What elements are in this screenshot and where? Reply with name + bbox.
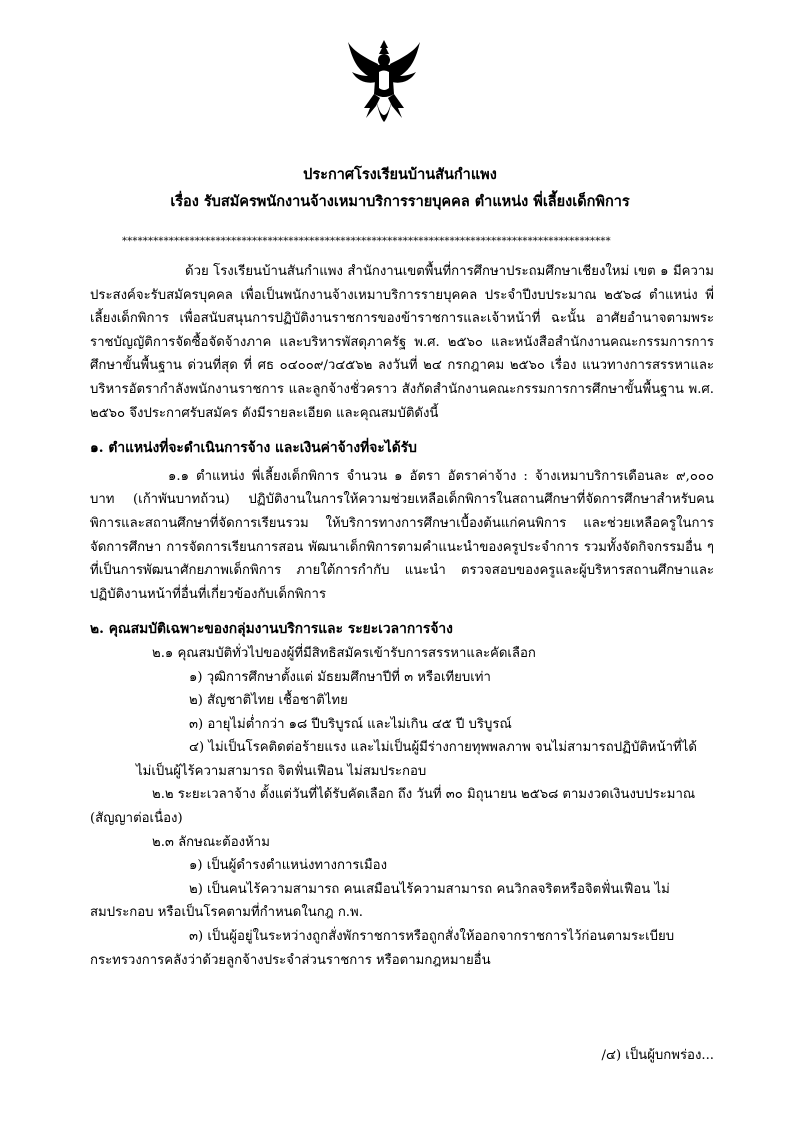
- sub3-item-3: ๓) เป็นผู้อยู่ในระหว่างถูกสั่งพักราชการหรือถูกสั่งให้ออกจากราชการไว้ก่อนตามระเบียบ: [189, 929, 675, 945]
- sub1-item-2: ๒) สัญชาติไทย เชื้อชาติไทย: [189, 693, 348, 709]
- section1-heading: ๑. ตำแหน่งที่จะดำเนินการจ้าง และเงินค่าจ้างที่จะได้รับ: [90, 440, 417, 457]
- sub2-line-2: (สัญญาต่อเนื่อง): [90, 811, 183, 827]
- sub1-item-4: ๔) ไม่เป็นโรคติดต่อร้ายแรง และไม่เป็นผู้มีร่างกายทุพพลภาพ จนไม่สามารถปฏิบัติหน้าที่ได้: [189, 740, 697, 756]
- sub3-item-3-continued: กระทรวงการคลังว่าด้วยลูกจ้างประจำส่วนราชการ หรือตามกฎหมายอื่น: [90, 952, 491, 968]
- page-continuation: /๔) เป็นผู้บกพร่อง...: [601, 1048, 714, 1063]
- sub1-item-1: ๑) วุฒิการศึกษาตั้งแต่ มัธยมศึกษาปีที่ ๓ หรือเทียบเท่า: [189, 669, 491, 685]
- sub2-line-1: ๒.๒ ระยะเวลาจ้าง ตั้งแต่วันที่ได้รับคัดเลือก ถึง วันที่ ๓๐ มิถุนายน ๒๕๖๘ ตามงวดเงินงบประมาณ: [152, 787, 696, 803]
- garuda-emblem-icon: [346, 38, 422, 130]
- section1-body: ๑.๑ ตำแหน่ง พี่เลี้ยงเด็กพิการ จำนวน ๑ อัตรา อัตราค่าจ้าง : จ้างเหมาบริการเดือนละ ๙,๐๐๐ บาท (เก้าพันบาทถ้วน) ปฏิบัติงานในการให้ความช่วยเหลือเด็กพิการในสถานศึกษาที่จัดการศึกษาสำหรับคนพิการและสถานศึกษาที่จัดการเรียนรวม ให้บริการทางการศึกษาเบื้องต้นแก่คนพิการ และช่วยเหลือครูในการจัดการศึกษา การจัดการเรียนการสอน พัฒนาเด็กพิการตามคำแนะนำของครูประจำการ รวมทั้งจัดกิจกรรมอื่น ๆ ที่เป็นการพัฒนาศักยภาพเด็กพิการ ภายใต้การกำกับ แนะนำ ตรวจสอบของครูและผู้บริหารสถานศึกษาและปฏิบัติงานหน้าที่อื่นที่เกี่ยวข้องกับเด็กพิการ: [90, 468, 714, 602]
- announcement-subject: เรื่อง รับสมัครพนักงานจ้างเหมาบริการรายบุคคล ตำแหน่ง พี่เลี้ยงเด็กพิการ: [170, 193, 630, 210]
- sub1-item-4-continued: ไม่เป็นผู้ไร้ความสามารถ จิตฟั่นเฟือน ไม่สมประกอบ: [136, 763, 427, 779]
- sub3-title: ๒.๓ ลักษณะต้องห้าม: [152, 834, 270, 850]
- intro-paragraph: ด้วย โรงเรียนบ้านสันกำแพง สำนักงานเขตพื้นที่การศึกษาประถมศึกษาเชียงใหม่ เขต ๑ มีความประสงค์จะรับสมัครบุคคล เพื่อเป็นพนักงานจ้างเหมาบริการรายบุคคล ประจำปีงบประมาณ ๒๕๖๘ ตำแหน่ง พี่เลี้ยงเด็กพิการ เพื่อสนับสนุนการปฏิบัติงานราชการของข้าราชการและเจ้าหน้าที่ ฉะนั้น อาศัยอำนาจตามพระราชบัญญัติการจัดซื้อจัดจ้างภาค และบริหารพัสดุภาครัฐ พ.ศ. ๒๕๖๐ และหนังสือสำนักงานคณะกรรมการการศึกษาขั้นพื้นฐาน ด่วนที่สุด ที่ ศธ ๐๔๐๐๙/ว๔๕๖๒ ลงวันที่ ๒๔ กรกฎาคม ๒๕๖๐ เรื่อง แนวทางการสรรหาและบริหารอัตรากำลังพนักงานราชการ และลูกจ้างชั่วคราว สังกัดสำนักงานคณะกรรมการการศึกษาขั้นพื้นฐาน พ.ศ. ๒๕๖๐ จึงประกาศรับสมัคร ดังมีรายละเอียด และคุณสมบัติดังนี้: [90, 264, 714, 421]
- document-body: [90, 260, 714, 972]
- sub1-title: ๒.๑ คุณสมบัติทั่วไปของผู้ที่มีสิทธิสมัครเข้ารับการสรรหาและคัดเลือก: [152, 645, 536, 661]
- section2-heading: ๒. คุณสมบัติเฉพาะของกลุ่มงานบริการและ ระยะเวลาการจ้าง: [90, 621, 453, 638]
- sub1-item-3: ๓) อายุไม่ต่ำกว่า ๑๘ ปีบริบูรณ์ และไม่เกิน ๔๕ ปี บริบูรณ์: [189, 716, 512, 732]
- sub3-item-2-continued: สมประกอบ หรือเป็นโรคตามที่กำหนดในกฎ ก.พ.: [90, 905, 363, 921]
- sub3-item-1: ๑) เป็นผู้ดำรงตำแหน่งทางการเมือง: [189, 858, 388, 874]
- separator-line: **********************************************************************************************: [122, 236, 611, 247]
- sub3-item-2: ๒) เป็นคนไร้ความสามารถ คนเสมือนไร้ความสามารถ คนวิกลจริตหรือจิตฟั่นเฟือน ไม่: [189, 881, 670, 897]
- announcement-title: ประกาศโรงเรียนบ้านสันกำแพง: [303, 166, 497, 183]
